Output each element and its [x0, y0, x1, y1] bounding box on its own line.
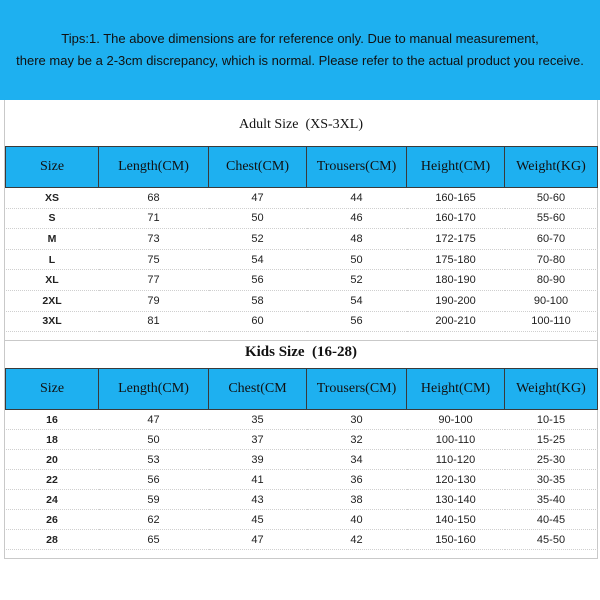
table-row	[6, 510, 598, 530]
length-cell: 53	[99, 450, 209, 470]
length-cell: 62	[99, 510, 209, 530]
chest-cell: 43	[209, 490, 307, 510]
height-cell: 150-160	[407, 530, 505, 550]
length-cell: 68	[99, 188, 209, 209]
trousers-cell: 40	[307, 510, 407, 530]
chest-cell: 50	[209, 208, 307, 229]
length-cell: 77	[99, 270, 209, 291]
trousers-cell: 56	[307, 311, 407, 332]
tips-line-2: there may be a 2-3cm discrepancy, which is normal. Please refer to the actual product you receive.	[16, 53, 584, 68]
trousers-cell: 48	[307, 229, 407, 250]
trousers-cell: 36	[307, 470, 407, 490]
adult-table-body	[6, 188, 598, 332]
tips-banner	[0, 0, 600, 100]
trousers-cell: 44	[307, 188, 407, 209]
chest-cell: 35	[209, 410, 307, 430]
length-cell: 79	[99, 290, 209, 311]
chest-cell: 39	[209, 450, 307, 470]
weight-cell: 25-30	[505, 450, 598, 470]
header-chest: Chest(CM)	[209, 147, 307, 188]
size-cell: 16	[6, 410, 99, 430]
table-row	[6, 530, 598, 550]
chest-cell: 54	[209, 249, 307, 270]
adult-table-header	[6, 147, 598, 188]
size-cell: XS	[6, 188, 99, 209]
header-chest: Chest(CM	[209, 369, 307, 410]
header-weight: Weight(KG)	[505, 369, 598, 410]
trousers-cell: 34	[307, 450, 407, 470]
adult-header-row	[6, 147, 598, 188]
header-height: Height(CM)	[407, 147, 505, 188]
table-row	[6, 208, 598, 229]
size-cell: 22	[6, 470, 99, 490]
height-cell: 140-150	[407, 510, 505, 530]
table-row	[6, 311, 598, 332]
table-row	[6, 188, 598, 209]
weight-cell: 35-40	[505, 490, 598, 510]
weight-cell: 45-50	[505, 530, 598, 550]
height-cell: 175-180	[407, 249, 505, 270]
trousers-cell: 42	[307, 530, 407, 550]
table-row	[6, 490, 598, 510]
table-row	[6, 450, 598, 470]
chest-cell: 47	[209, 530, 307, 550]
height-cell: 90-100	[407, 410, 505, 430]
table-row	[6, 270, 598, 291]
kids-table-header	[6, 369, 598, 410]
length-cell: 59	[99, 490, 209, 510]
table-row	[6, 229, 598, 250]
weight-cell: 100-110	[505, 311, 598, 332]
size-cell: 28	[6, 530, 99, 550]
adult-size-table	[5, 146, 598, 332]
height-cell: 160-170	[407, 208, 505, 229]
weight-cell: 90-100	[505, 290, 598, 311]
chest-cell: 45	[209, 510, 307, 530]
length-cell: 56	[99, 470, 209, 490]
trousers-cell: 52	[307, 270, 407, 291]
chest-cell: 60	[209, 311, 307, 332]
header-size: Size	[6, 147, 99, 188]
table-row	[6, 410, 598, 430]
height-cell: 130-140	[407, 490, 505, 510]
length-cell: 71	[99, 208, 209, 229]
weight-cell: 15-25	[505, 430, 598, 450]
adult-size-chart	[4, 100, 598, 340]
height-cell: 180-190	[407, 270, 505, 291]
header-length: Length(CM)	[99, 147, 209, 188]
size-cell: 18	[6, 430, 99, 450]
table-row	[6, 290, 598, 311]
chest-cell: 41	[209, 470, 307, 490]
size-cell: M	[6, 229, 99, 250]
weight-cell: 10-15	[505, 410, 598, 430]
chest-cell: 58	[209, 290, 307, 311]
size-cell: 24	[6, 490, 99, 510]
trousers-cell: 54	[307, 290, 407, 311]
trousers-cell: 46	[307, 208, 407, 229]
tips-line-1: Tips:1. The above dimensions are for reference only. Due to manual measurement,	[61, 31, 539, 46]
table-row	[6, 249, 598, 270]
header-trousers: Trousers(CM)	[307, 147, 407, 188]
length-cell: 73	[99, 229, 209, 250]
kids-size-table	[5, 368, 598, 550]
size-cell: 3XL	[6, 311, 99, 332]
chest-cell: 47	[209, 188, 307, 209]
length-cell: 65	[99, 530, 209, 550]
height-cell: 190-200	[407, 290, 505, 311]
height-cell: 172-175	[407, 229, 505, 250]
kids-size-title: Kids Size (16-28)	[244, 344, 358, 360]
size-cell: 26	[6, 510, 99, 530]
trousers-cell: 32	[307, 430, 407, 450]
trousers-cell: 38	[307, 490, 407, 510]
header-size: Size	[6, 369, 99, 410]
kids-header-row	[6, 369, 598, 410]
chest-cell: 56	[209, 270, 307, 291]
kids-table-body	[6, 410, 598, 550]
height-cell: 120-130	[407, 470, 505, 490]
trousers-cell: 50	[307, 249, 407, 270]
length-cell: 81	[99, 311, 209, 332]
length-cell: 75	[99, 249, 209, 270]
height-cell: 200-210	[407, 311, 505, 332]
height-cell: 100-110	[407, 430, 505, 450]
header-length: Length(CM)	[99, 369, 209, 410]
length-cell: 50	[99, 430, 209, 450]
height-cell: 160-165	[407, 188, 505, 209]
kids-size-chart	[4, 340, 598, 559]
size-cell: 2XL	[6, 290, 99, 311]
weight-cell: 80-90	[505, 270, 598, 291]
size-cell: L	[6, 249, 99, 270]
weight-cell: 55-60	[505, 208, 598, 229]
chest-cell: 52	[209, 229, 307, 250]
header-weight: Weight(KG)	[505, 147, 598, 188]
size-cell: S	[6, 208, 99, 229]
weight-cell: 70-80	[505, 249, 598, 270]
weight-cell: 60-70	[505, 229, 598, 250]
weight-cell: 50-60	[505, 188, 598, 209]
adult-size-title: Adult Size (XS-3XL)	[238, 117, 364, 132]
trousers-cell: 30	[307, 410, 407, 430]
header-height: Height(CM)	[407, 369, 505, 410]
chest-cell: 37	[209, 430, 307, 450]
weight-cell: 40-45	[505, 510, 598, 530]
table-row	[6, 430, 598, 450]
weight-cell: 30-35	[505, 470, 598, 490]
table-row	[6, 470, 598, 490]
size-cell: 20	[6, 450, 99, 470]
height-cell: 110-120	[407, 450, 505, 470]
header-trousers: Trousers(CM)	[307, 369, 407, 410]
length-cell: 47	[99, 410, 209, 430]
size-cell: XL	[6, 270, 99, 291]
